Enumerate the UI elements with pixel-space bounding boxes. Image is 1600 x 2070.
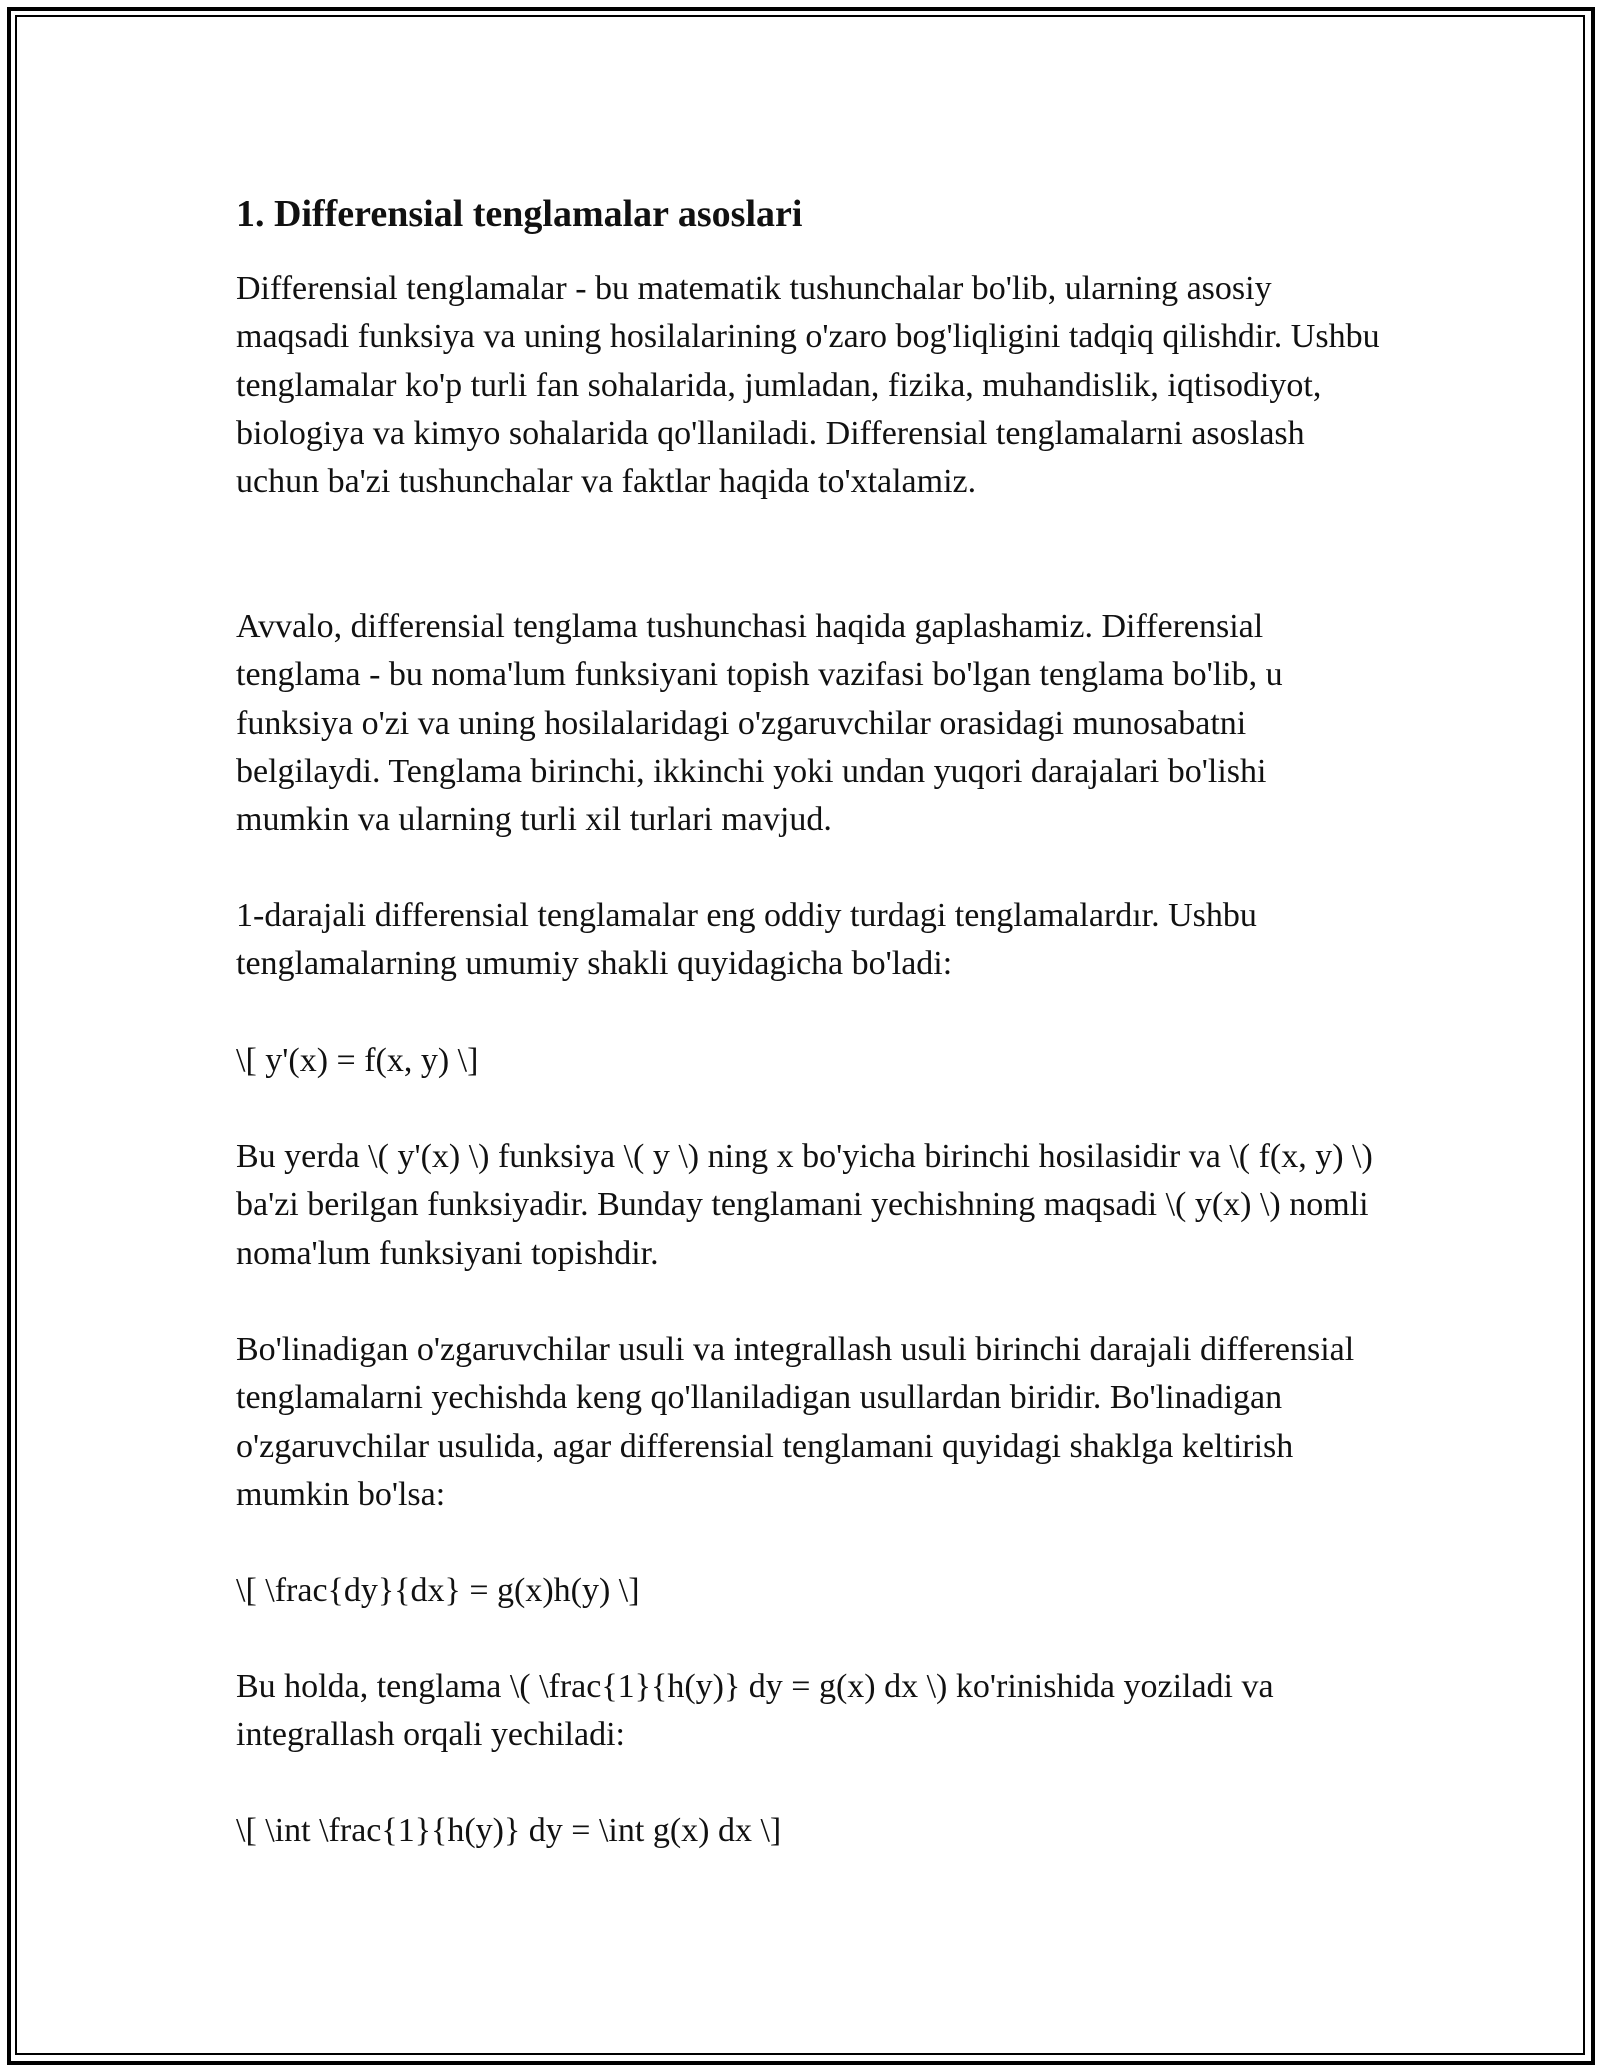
paragraph-first-order: 1-darajali differensial tenglamalar eng oddiy turdagi tenglamalardır. Ushbu tenglamalarning umumiy shakli quyidagicha bo'ladi: — [236, 897, 1257, 983]
paragraph-integration: Bu holda, tenglama \( \frac{1}{h(y)} dy = g(x) dx \) ko'rinishida yoziladi va integrallash orqali yechiladi: — [236, 1668, 1274, 1754]
paragraph-explanation: Bu yerda \( y'(x) \) funksiya \( y \) ning x bo'yicha birinchi hosilasidir va \( f(x, y) \) ba'zi berilgan funksiyadir. Bunday tenglamani yechishning maqsadi \( y(x) \) nomli noma'lum funksiyani topishdir. — [236, 1138, 1373, 1272]
equation-first-order: \[ y'(x) = f(x, y) \] — [236, 1042, 479, 1079]
section-heading: 1. Differensial tenglamalar asoslari — [236, 193, 803, 235]
document-body — [236, 185, 1386, 1849]
equation-separable: \[ \frac{dy}{dx} = g(x)h(y) \] — [236, 1572, 640, 1609]
equation-integral: \[ \int \frac{1}{h(y)} dy = \int g(x) dx \] — [236, 1812, 782, 1849]
paragraph-intro: Differensial tenglamalar - bu matematik tushunchalar bo'lib, ularning asosiy maqsadi funksiya va uning hosilalarining o'zaro bog'liqligini tadqiq qilishdir. Ushbu tenglamalar ko'p turli fan sohalarida, jumladan, fizika, muhandislik, iqtisodiyot, biologiya va kimyo sohalarida qo'llaniladi. Differensial tenglamalarni asoslash uchun ba'zi tushunchalar va faktlar haqida to'xtalamiz. — [236, 270, 1380, 501]
paragraph-definition: Avvalo, differensial tenglama tushunchasi haqida gaplashamiz. Differensial tenglama - bu noma'lum funksiyani topish vazifasi bo'lgan tenglama bo'lib, u funksiya o'zi va uning hosilalaridagi o'zgaruvchilar orasidagi munosabatni belgilaydi. Tenglama birinchi, ikkinchi yoki undan yuqori darajalari bo'lishi mumkin va ularning turli xil turlari mavjud. — [236, 608, 1283, 839]
paragraph-separable-method: Bo'linadigan o'zgaruvchilar usuli va integrallash usuli birinchi darajali differensial tenglamalarni yechishda keng qo'llaniladigan usullardan biridir. Bo'linadigan o'zgaruvchilar usulida, agar differensial tenglamani quyidagi shaklga keltirish mumkin bo'lsa: — [236, 1331, 1355, 1513]
